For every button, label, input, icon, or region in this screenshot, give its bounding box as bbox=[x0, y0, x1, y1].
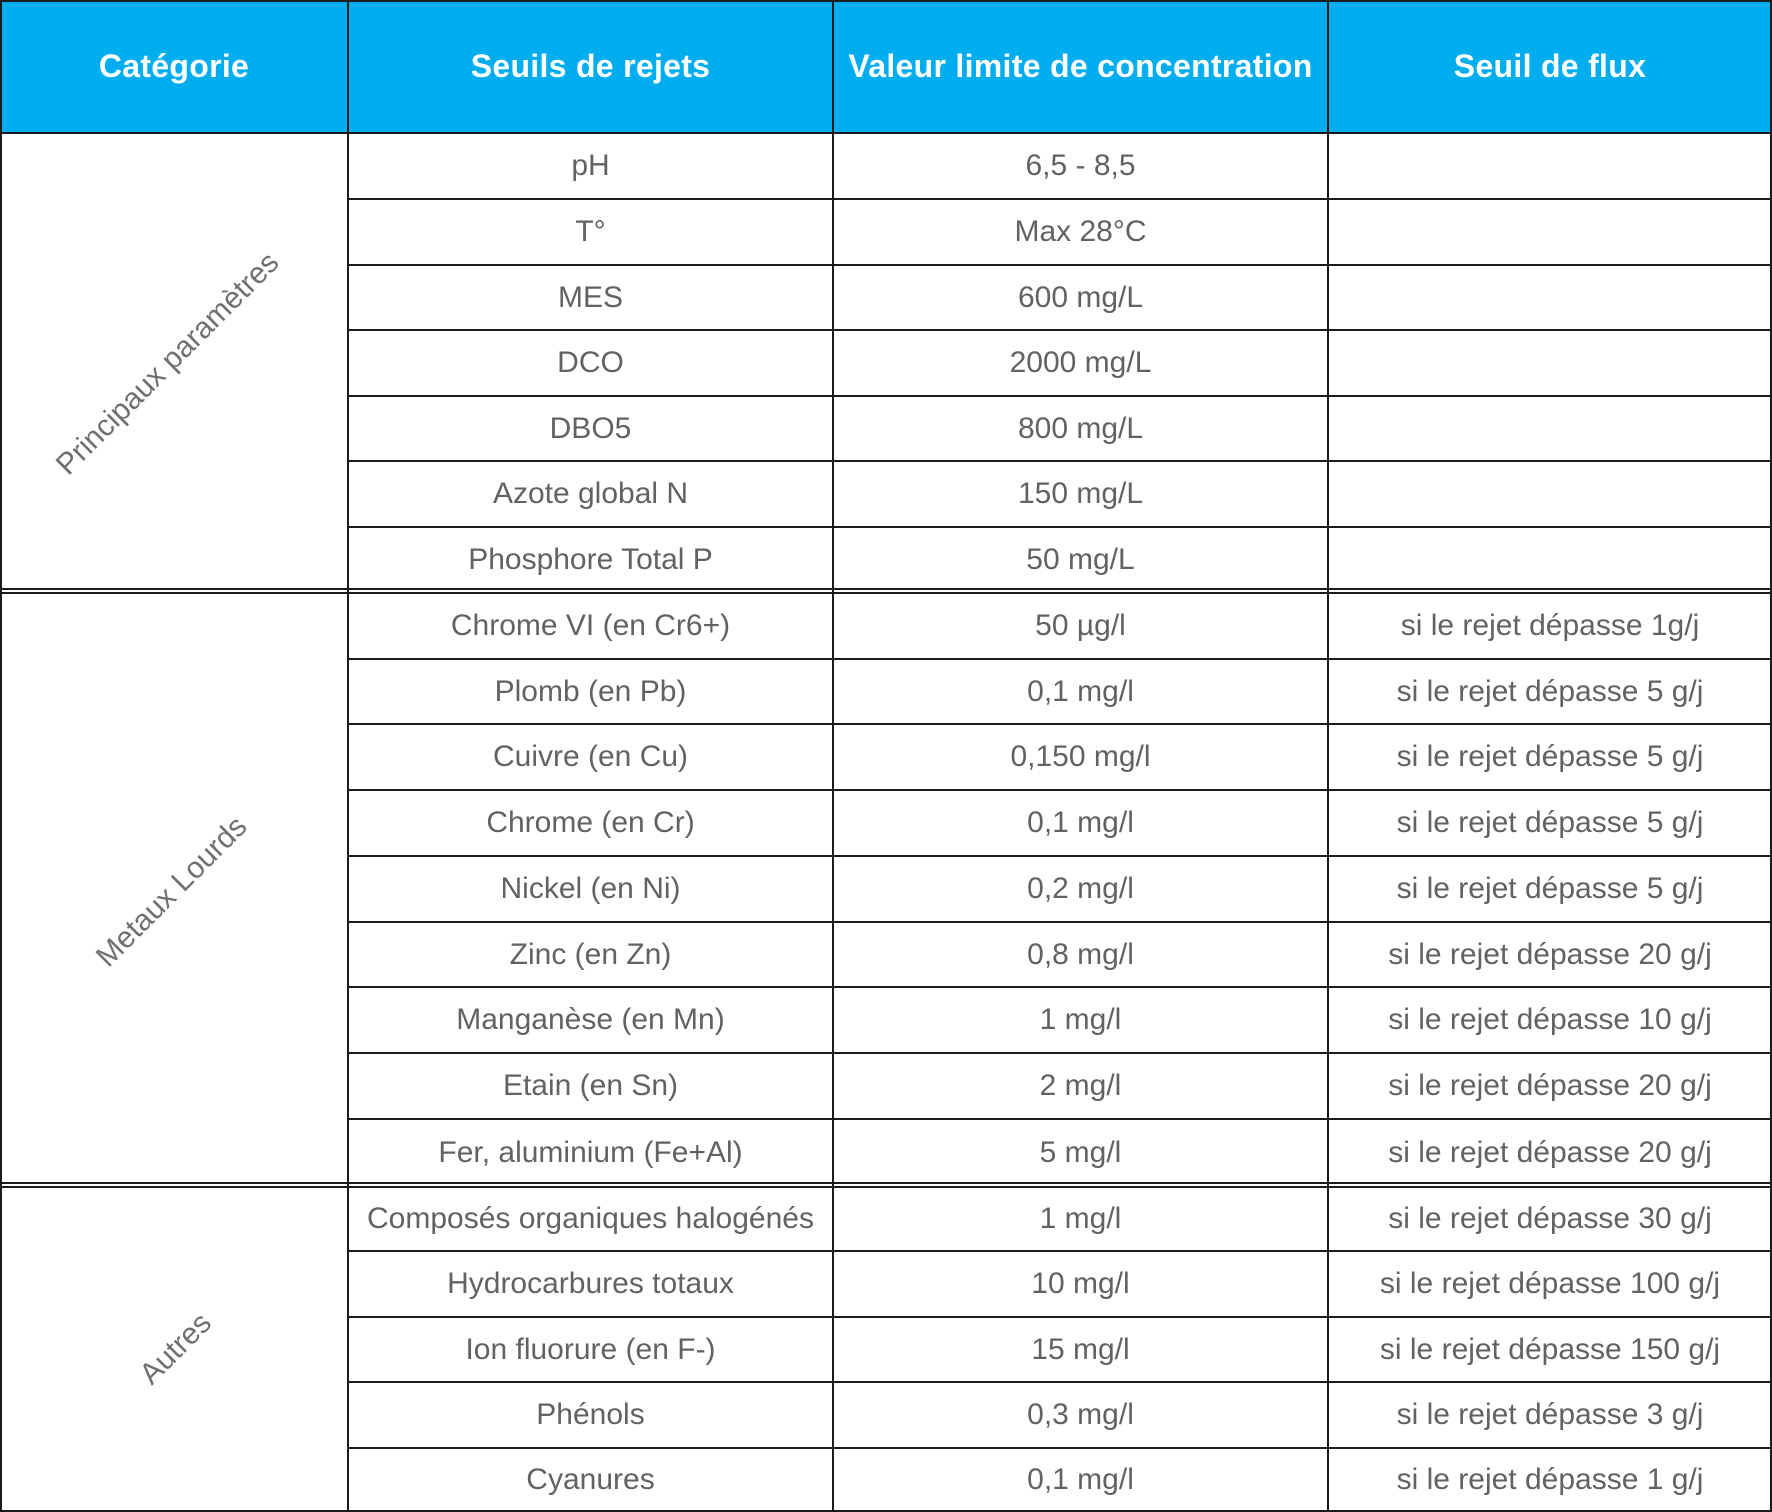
limit-cell: 0,1 mg/l bbox=[1027, 674, 1134, 708]
row-divider bbox=[348, 723, 1772, 725]
limit-cell: 0,2 mg/l bbox=[1027, 872, 1134, 905]
param-cell: Nickel (en Ni) bbox=[500, 872, 681, 905]
limit-cell: 2 mg/l bbox=[1039, 1069, 1122, 1102]
row-divider bbox=[348, 395, 1772, 397]
param-cell: DBO5 bbox=[549, 411, 632, 445]
row-divider bbox=[348, 658, 1772, 660]
param-cell: Composés organiques halogénés bbox=[367, 1201, 814, 1235]
param-cell: MES bbox=[557, 280, 623, 314]
param-cell: Zinc (en Zn) bbox=[509, 937, 672, 971]
flux-cell: si le rejet dépasse 5 g/j bbox=[1396, 674, 1704, 708]
limit-cell: 800 mg/L bbox=[1017, 411, 1144, 445]
category-label: Metaux Lourds bbox=[89, 809, 254, 974]
flux-cell: si le rejet dépasse 150 g/j bbox=[1379, 1332, 1721, 1366]
param-cell: Chrome VI (en Cr6+) bbox=[450, 608, 731, 642]
limit-cell: 0,3 mg/l bbox=[1027, 1398, 1134, 1431]
row-divider bbox=[348, 855, 1772, 857]
table-border-left bbox=[0, 0, 2, 1512]
flux-cell bbox=[1328, 527, 1772, 592]
row-divider bbox=[348, 1381, 1772, 1383]
flux-cell: si le rejet dépasse 3 g/j bbox=[1396, 1398, 1704, 1431]
param-cell: Ion fluorure (en F-) bbox=[465, 1332, 716, 1366]
row-divider bbox=[348, 526, 1772, 528]
header-divider bbox=[0, 132, 1772, 134]
param-cell: Phosphore Total P bbox=[468, 542, 713, 576]
column-header: Seuil de flux bbox=[1453, 48, 1647, 84]
param-cell: Cyanures bbox=[526, 1463, 655, 1496]
column-header: Catégorie bbox=[98, 48, 250, 84]
limit-cell: 50 µg/l bbox=[1035, 608, 1126, 642]
row-divider bbox=[348, 789, 1772, 791]
limit-cell: 2000 mg/L bbox=[1009, 346, 1152, 379]
limit-cell: 6,5 - 8,5 bbox=[1025, 149, 1136, 182]
param-cell: Azote global N bbox=[492, 477, 689, 510]
row-divider bbox=[348, 1447, 1772, 1449]
limit-cell: Max 28°C bbox=[1014, 215, 1147, 248]
flux-cell: si le rejet dépasse 20 g/j bbox=[1388, 937, 1712, 971]
group-divider bbox=[0, 1182, 1772, 1184]
param-cell: T° bbox=[575, 215, 606, 248]
column-divider bbox=[832, 0, 834, 1512]
limit-cell: 15 mg/l bbox=[1031, 1332, 1130, 1366]
table-border-top bbox=[0, 0, 1772, 2]
flux-cell bbox=[1328, 199, 1772, 265]
param-cell: Phénols bbox=[536, 1398, 645, 1431]
limit-cell: 0,150 mg/l bbox=[1010, 740, 1151, 773]
column-divider bbox=[347, 0, 349, 1512]
flux-cell bbox=[1328, 133, 1772, 199]
param-cell: Hydrocarbures totaux bbox=[447, 1267, 734, 1300]
group-divider bbox=[0, 1186, 1772, 1188]
row-divider bbox=[348, 198, 1772, 200]
flux-cell bbox=[1328, 396, 1772, 461]
param-cell: Etain (en Sn) bbox=[502, 1069, 679, 1102]
column-header: Valeur limite de concentration bbox=[848, 48, 1313, 84]
flux-cell: si le rejet dépasse 5 g/j bbox=[1396, 740, 1704, 773]
flux-cell bbox=[1328, 461, 1772, 527]
flux-cell bbox=[1328, 330, 1772, 396]
param-cell: Chrome (en Cr) bbox=[486, 806, 695, 839]
row-divider bbox=[348, 1052, 1772, 1054]
row-divider bbox=[348, 460, 1772, 462]
row-divider bbox=[348, 329, 1772, 331]
limit-cell: 0,1 mg/l bbox=[1027, 1463, 1134, 1496]
row-divider bbox=[348, 1118, 1772, 1120]
flux-cell: si le rejet dépasse 20 g/j bbox=[1388, 1069, 1712, 1102]
param-cell: Plomb (en Pb) bbox=[494, 674, 687, 708]
row-divider bbox=[348, 921, 1772, 923]
flux-cell: si le rejet dépasse 5 g/j bbox=[1396, 872, 1704, 905]
group-divider bbox=[0, 592, 1772, 594]
flux-cell bbox=[1328, 265, 1772, 330]
param-cell: Manganèse (en Mn) bbox=[456, 1003, 725, 1036]
row-divider bbox=[348, 264, 1772, 266]
category-label: Autres bbox=[133, 1306, 218, 1391]
row-divider bbox=[348, 986, 1772, 988]
row-divider bbox=[348, 1250, 1772, 1252]
param-cell: DCO bbox=[557, 346, 624, 379]
flux-cell: si le rejet dépasse 10 g/j bbox=[1388, 1003, 1712, 1036]
param-cell: Fer, aluminium (Fe+Al) bbox=[438, 1135, 743, 1169]
flux-cell: si le rejet dépasse 100 g/j bbox=[1379, 1267, 1721, 1300]
group-divider bbox=[0, 588, 1772, 590]
limit-cell: 0,8 mg/l bbox=[1027, 937, 1134, 971]
limit-cell: 5 mg/l bbox=[1039, 1135, 1122, 1169]
category-label: Principaux paramètres bbox=[49, 245, 286, 482]
flux-cell: si le rejet dépasse 1g/j bbox=[1400, 608, 1700, 642]
flux-cell: si le rejet dépasse 1 g/j bbox=[1396, 1463, 1704, 1496]
param-cell: pH bbox=[571, 149, 610, 182]
flux-cell: si le rejet dépasse 20 g/j bbox=[1388, 1135, 1712, 1169]
param-cell: Cuivre (en Cu) bbox=[492, 740, 689, 773]
flux-cell: si le rejet dépasse 5 g/j bbox=[1396, 806, 1704, 839]
limit-cell: 10 mg/l bbox=[1031, 1267, 1130, 1300]
limit-cell: 50 mg/L bbox=[1026, 542, 1135, 576]
flux-cell: si le rejet dépasse 30 g/j bbox=[1388, 1201, 1712, 1235]
limit-cell: 1 mg/l bbox=[1039, 1201, 1122, 1235]
limit-cell: 600 mg/L bbox=[1017, 280, 1144, 314]
column-header: Seuils de rejets bbox=[470, 48, 711, 84]
row-divider bbox=[348, 1316, 1772, 1318]
limit-cell: 150 mg/L bbox=[1017, 477, 1144, 510]
limit-cell: 0,1 mg/l bbox=[1027, 806, 1134, 839]
limit-cell: 1 mg/l bbox=[1039, 1003, 1122, 1036]
column-divider bbox=[1327, 0, 1329, 1512]
